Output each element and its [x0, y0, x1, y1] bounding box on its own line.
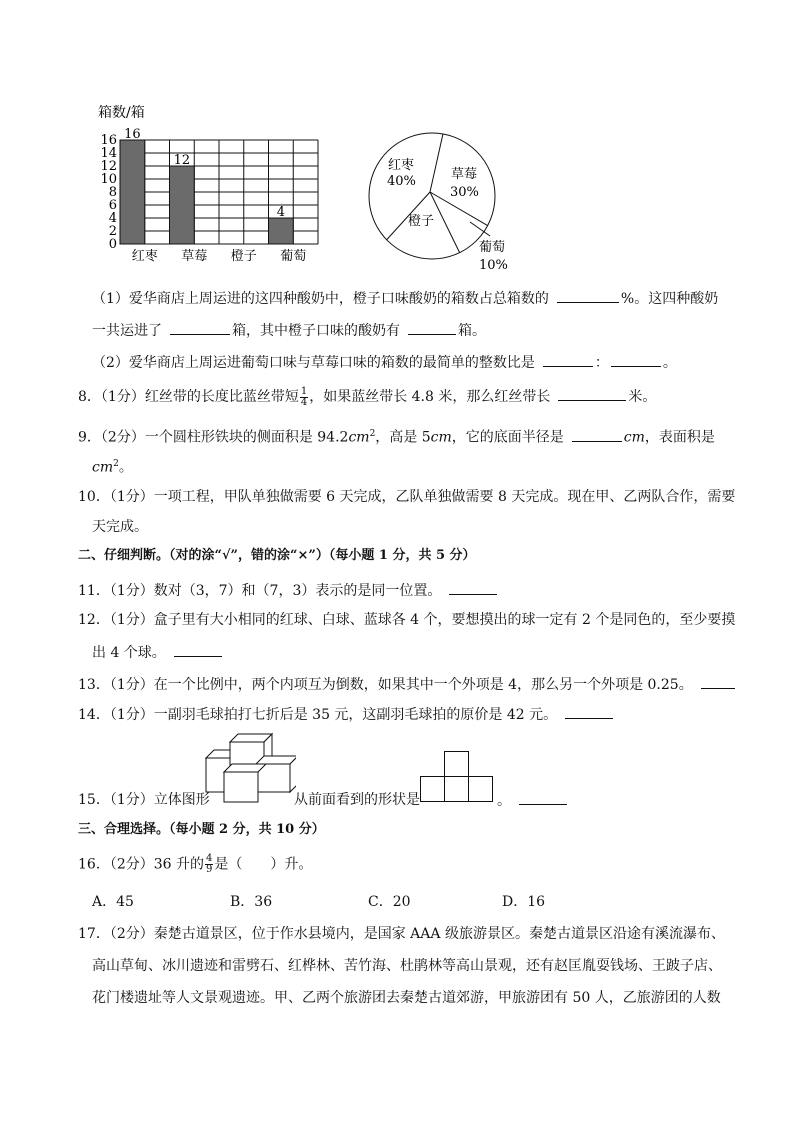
q7-p1-text-e: 箱。 — [458, 323, 486, 339]
bar-data-label: 12 — [173, 153, 191, 168]
category-label: 葡萄 — [280, 249, 307, 264]
q9-line1 — [78, 424, 715, 448]
q13-blank[interactable] — [701, 674, 735, 689]
q13 — [78, 674, 737, 695]
q9-unit-1: cm — [348, 429, 370, 446]
q7-blank-total-boxes[interactable] — [170, 320, 230, 335]
q12-line2 — [92, 642, 224, 663]
q9-line2 — [92, 454, 133, 478]
section-2-heading: 二、仔细判断。（对的涂“√”，错的涂“×”）（每小题 1 分，共 5 分） — [78, 548, 476, 563]
bar-0 — [120, 140, 145, 244]
q7-p1-text-b: %。这四种酸奶 — [620, 291, 719, 307]
q8-text-c: 米。 — [628, 389, 657, 405]
q17-line3: 花门楼遗址等人文景观遗迹。甲、乙两个旅游团去秦楚古道郊游，甲旅游团有 50 人，乙旅游团的人数 — [92, 990, 721, 1006]
cube-front — [224, 772, 258, 802]
ytick-label: 14 — [100, 146, 117, 161]
front-view-top-square — [445, 752, 469, 777]
category-label: 橙子 — [230, 249, 257, 264]
pie-label-hongzao: 红枣 — [388, 158, 415, 173]
q10-line2: 天完成。 — [92, 519, 148, 535]
front-view-bottom-left — [421, 777, 445, 802]
q8-frac-num: 1 — [300, 385, 308, 397]
front-view-bottom-right — [469, 777, 493, 802]
q12-line1: 12．（1分）盒子里有大小相同的红球、白球、蓝球各 4 个，要想摸出的球一定有 2 个是同色的，至少要摸 — [78, 612, 736, 628]
q9-text-a: 9．（2分）一个圆柱形铁块的侧面积是 94.2 — [78, 429, 349, 446]
pie-pct-caomei: 30% — [450, 185, 479, 200]
q16-option-d[interactable]: D．16 — [502, 894, 546, 910]
bar-data-label: 4 — [276, 205, 286, 220]
q7-blank-ratio-right[interactable] — [611, 352, 661, 367]
q8-fraction — [300, 387, 308, 408]
q9-sup-1: 2 — [369, 429, 376, 439]
bar-chart-ylabel: 箱数/箱 — [98, 105, 145, 121]
bar-chart — [98, 100, 330, 270]
q9-unit-4: cm — [92, 459, 114, 476]
q12-blank[interactable] — [174, 642, 222, 657]
q7-blank-orange-percent[interactable] — [557, 288, 619, 303]
pie-pct-putao: 10% — [479, 258, 508, 273]
bar-data-label: 16 — [124, 127, 141, 142]
q9-sup-2: 2 — [113, 459, 119, 469]
bar-1 — [170, 166, 195, 244]
ytick-label: 8 — [108, 185, 117, 200]
ytick-label: 2 — [108, 224, 117, 239]
q15-front-view-figure — [420, 751, 496, 803]
q15-end — [497, 790, 569, 811]
q14 — [78, 704, 615, 725]
bar-chart-categories — [132, 248, 307, 264]
q9-unit-3: cm — [623, 429, 645, 446]
q15-text-b: 从前面看到的形状是 — [294, 792, 420, 808]
q16 — [78, 854, 312, 875]
q14-blank[interactable] — [565, 704, 613, 719]
q16-text-b: 是（ ）升。 — [214, 856, 313, 873]
section-3-heading: 三、合理选择。（每小题 2 分，共 10 分） — [78, 822, 325, 837]
q17-line1: 17．（2分）秦楚古道景区，位于作水县境内，是国家 AAA 级旅游景区。秦楚古道景区沿途有溪流瀑布、 — [78, 926, 725, 942]
q12-text-b: 出 4 个球。 — [92, 645, 166, 661]
q15-text-a: 15．（1分）立体图形 — [78, 792, 210, 808]
q16-frac-den: 9 — [206, 864, 213, 875]
pie-label-chengzi: 橙子 — [408, 214, 435, 229]
category-label: 红枣 — [131, 249, 158, 264]
q15-cube-figure — [204, 732, 296, 804]
q15 — [78, 790, 210, 810]
ytick-label: 16 — [100, 133, 117, 148]
q7-part1-line2 — [92, 320, 486, 341]
bar-3 — [269, 218, 294, 244]
q13-text: 13．（1分）在一个比例中，两个内项互为倒数，如果其中一个外项是 4，那么另一个外项是 0.25。 — [78, 677, 693, 693]
q11 — [78, 580, 499, 601]
q7-p2-text-a: （2）爱华商店上周运进葡萄口味与草莓口味的箱数的最简单的整数比是 — [92, 355, 535, 371]
q10-line1: 10．（1分）一项工程，甲队单独做需要 6 天完成，乙队单独做需要 8 天完成。现在甲、乙两队合作，需要 — [78, 489, 736, 505]
category-label: 草莓 — [181, 249, 208, 264]
q7-blank-orange-boxes[interactable] — [408, 320, 456, 335]
pie-label-caomei: 草莓 — [451, 167, 478, 182]
q7-p1-text-d: 箱，其中橙子口味的酸奶有 — [232, 323, 400, 339]
q8-frac-den: 4 — [300, 396, 308, 408]
q7-part1-line1 — [92, 288, 718, 309]
q7-p1-text-c: 一共运进了 — [92, 323, 162, 339]
q15-text-c: 。 — [497, 793, 511, 809]
q7-p1-text-a: （1）爱华商店上周运进的这四种酸奶中，橙子口味酸奶的箱数占总箱数的 — [92, 291, 549, 307]
q16-option-b[interactable]: B．36 — [230, 894, 273, 910]
q9-blank-radius[interactable] — [572, 427, 622, 442]
ytick-label: 10 — [100, 172, 117, 187]
q15-mid — [294, 790, 420, 810]
q16-fraction — [205, 854, 213, 875]
q7-blank-ratio-left[interactable] — [543, 352, 593, 367]
pie-label-putao: 葡萄 — [479, 240, 506, 255]
q9-unit-2: cm — [430, 429, 452, 446]
q11-text: 11．（1分）数对（3，7）和（7，3）表示的是同一位置。 — [78, 583, 442, 599]
q14-text: 14．（1分）一副羽毛球拍打七折后是 35 元，这副羽毛球拍的原价是 42 元。 — [78, 707, 558, 723]
q8-text-b: ，如果蓝丝带长 4.8 米，那么红丝带长 — [309, 389, 551, 405]
ytick-label: 6 — [108, 198, 117, 213]
q17-line2: 高山草甸、冰川遗迹和雷劈石、红桦林、苦竹海、杜鹃林等高山景观，还有赵匡胤耍钱场、王跛子店、 — [92, 958, 722, 974]
pie-pct-hongzao: 40% — [387, 174, 416, 189]
q11-blank[interactable] — [449, 580, 497, 595]
bar-chart-data-labels — [124, 127, 285, 220]
q16-option-c[interactable]: C．20 — [368, 894, 411, 910]
q9-text-e: 。 — [118, 459, 133, 476]
q8 — [78, 386, 656, 408]
q16-option-a[interactable]: A．45 — [92, 894, 134, 910]
q8-blank[interactable] — [558, 386, 626, 401]
q7-part2 — [92, 352, 677, 373]
cube-front-roof — [224, 764, 266, 772]
bar-chart-yticks — [100, 133, 117, 252]
ytick-label: 12 — [100, 159, 117, 174]
q9-text-c: ，它的底面半径是 — [451, 429, 564, 446]
q16-frac-num: 4 — [206, 853, 213, 864]
q7-p2-colon: ： — [594, 355, 609, 371]
ytick-label: 0 — [108, 237, 117, 252]
q7-p2-text-c: 。 — [662, 355, 677, 371]
q9-text-b: ，高是 5 — [375, 429, 431, 446]
ytick-label: 4 — [108, 211, 117, 226]
pie-chart — [362, 130, 522, 280]
front-view-bottom-mid — [445, 777, 469, 802]
q9-text-d: ，表面积是 — [644, 429, 715, 446]
q15-blank[interactable] — [519, 790, 567, 805]
q16-text-a: 16．（2分）36 升的 — [78, 856, 204, 873]
q8-text-a: 8．（1分）红丝带的长度比蓝丝带短 — [78, 389, 299, 405]
